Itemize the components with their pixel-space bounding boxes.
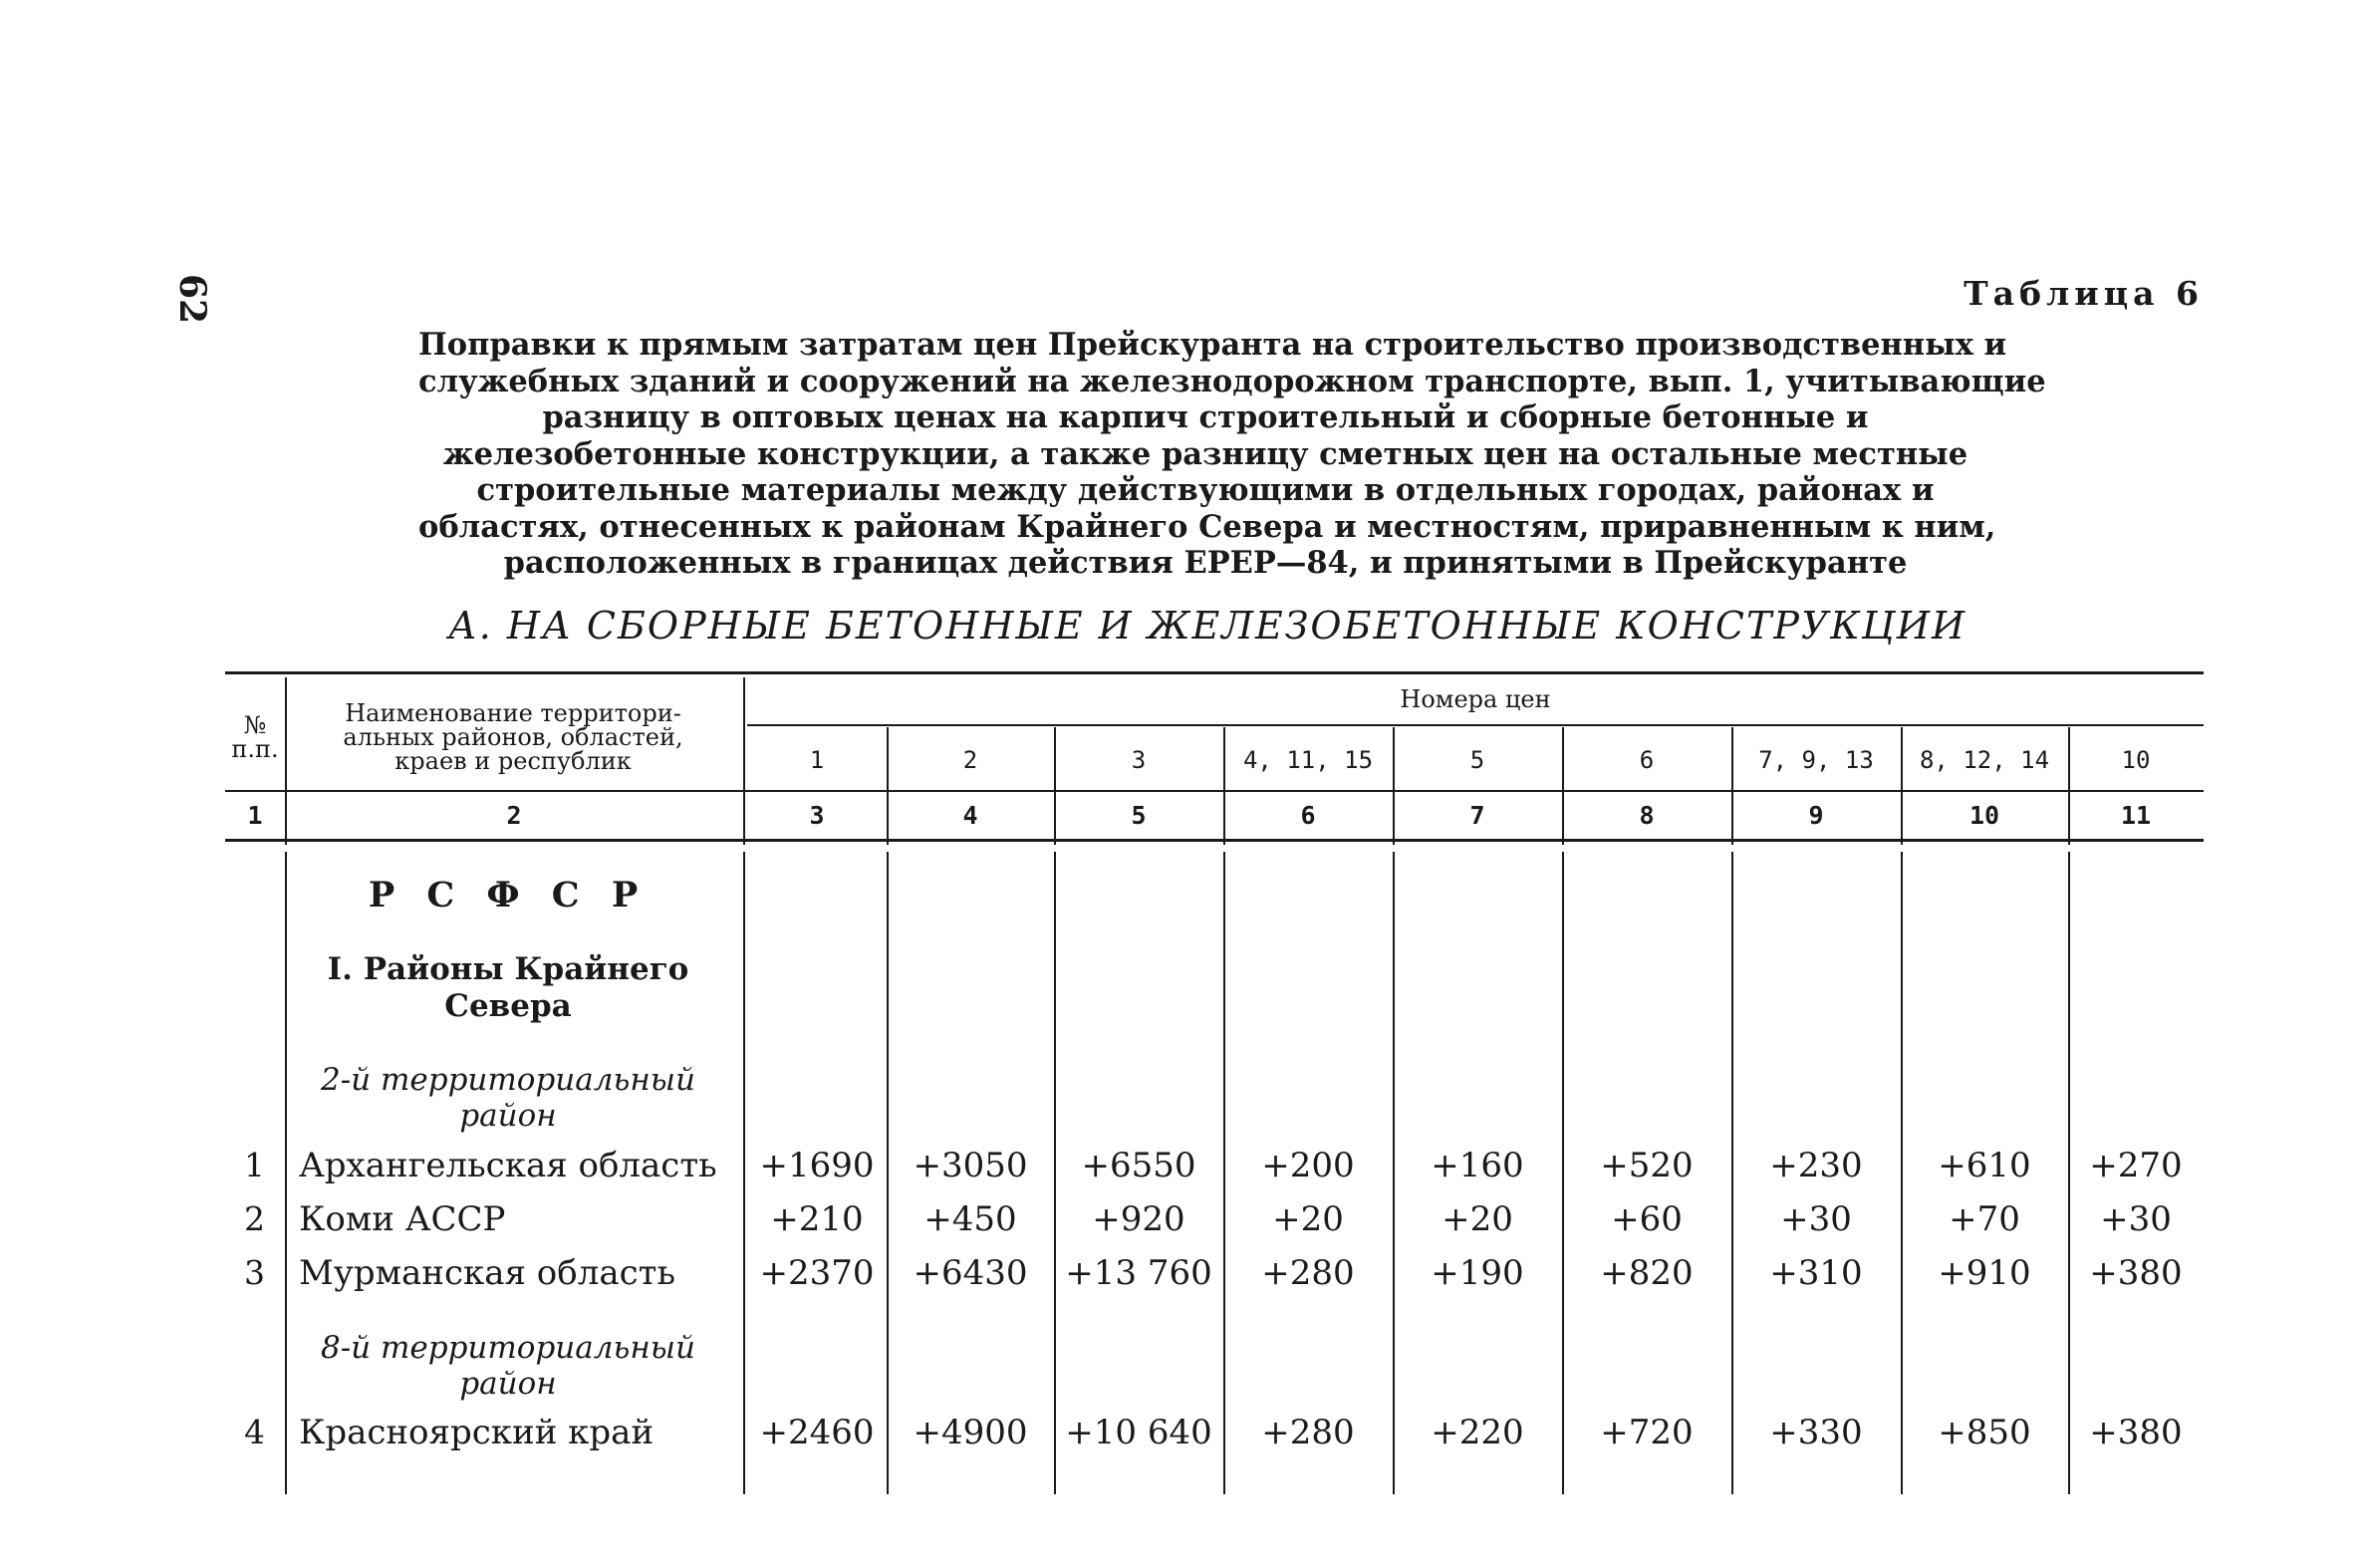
price-column-header: 3 xyxy=(1131,745,1147,774)
price-correction-value: +20 xyxy=(1442,1199,1513,1239)
price-correction-value: +520 xyxy=(1600,1146,1694,1185)
price-correction-value: +910 xyxy=(1938,1253,2031,1293)
price-column-header: 8, 12, 14 xyxy=(1919,745,2050,774)
header-num: № п.п. xyxy=(231,711,279,763)
price-correction-value: +1690 xyxy=(759,1146,875,1185)
group-label-line2: Севера xyxy=(444,988,572,1024)
subgroup-label-line1: 2-й территориальный xyxy=(320,1062,695,1098)
price-correction-value: +2460 xyxy=(759,1413,875,1452)
price-correction-value: +330 xyxy=(1769,1413,1863,1452)
title-line: Поправки к прямым затратам цен Прейскуранта на строительство производственных и xyxy=(418,327,2007,363)
table-rule xyxy=(285,852,287,1494)
price-column-header: 7, 9, 13 xyxy=(1758,745,1874,774)
table-title xyxy=(418,327,2046,582)
price-correction-value: +200 xyxy=(1261,1146,1355,1185)
group-label-line1: I. Районы Крайнего xyxy=(327,951,689,987)
price-column-header: 5 xyxy=(1469,745,1485,774)
price-correction-value: +270 xyxy=(2089,1146,2183,1185)
page-number: 62 xyxy=(171,273,213,325)
table-rule xyxy=(225,839,2204,842)
price-correction-value: +30 xyxy=(1780,1199,1852,1239)
column-number: 9 xyxy=(1808,801,1824,830)
header-name: Наименование территори-альных районов, областей, краев и республик xyxy=(343,699,683,775)
price-correction-value: +850 xyxy=(1938,1413,2031,1452)
column-number: 8 xyxy=(1639,801,1655,830)
table-rule xyxy=(225,790,2204,792)
price-correction-value: +70 xyxy=(1949,1199,2020,1239)
table-rule xyxy=(747,724,2204,726)
price-correction-value: +30 xyxy=(2100,1199,2172,1239)
title-line: строительные материалы между действующими в отдельных городах, районах и xyxy=(476,472,1935,508)
row-number: 3 xyxy=(244,1253,265,1292)
column-number: 3 xyxy=(809,801,825,830)
price-correction-value: +4900 xyxy=(913,1413,1028,1452)
title-line: областях, отнесенных к районам Крайнего Севера и местностям, приравненным к ним, xyxy=(418,508,1996,545)
price-correction-value: +920 xyxy=(1092,1199,1185,1239)
table-label: Таблица 6 xyxy=(1964,274,2204,313)
table-rule xyxy=(743,852,745,1494)
price-column-header: 10 xyxy=(2121,745,2151,774)
price-correction-value: +6550 xyxy=(1081,1146,1196,1185)
price-column-header: 2 xyxy=(962,745,978,774)
price-correction-value: +720 xyxy=(1600,1413,1694,1452)
region-name: Красноярский край xyxy=(299,1413,655,1452)
price-correction-value: +310 xyxy=(1769,1253,1863,1293)
section-title: А. НА СБОРНЫЕ БЕТОННЫЕ И ЖЕЛЕЗОБЕТОННЫЕ КОНСТРУКЦИИ xyxy=(448,604,1967,648)
header-prices: Номера цен xyxy=(1400,685,1551,713)
subgroup-label-line2: район xyxy=(459,1366,557,1402)
title-line: расположенных в границах действия ЕРЕР—84, и принятыми в Прейскуранте xyxy=(503,545,1908,581)
region-name: Архангельская область xyxy=(299,1146,717,1185)
row-number: 2 xyxy=(244,1199,265,1238)
price-correction-value: +160 xyxy=(1431,1146,1524,1185)
price-correction-value: +60 xyxy=(1611,1199,1683,1239)
price-correction-value: +190 xyxy=(1431,1253,1524,1293)
subgroup-label-line2: район xyxy=(459,1098,557,1134)
price-correction-value: +820 xyxy=(1600,1253,1694,1293)
price-correction-value: +13 760 xyxy=(1065,1253,1212,1293)
price-correction-value: +3050 xyxy=(913,1146,1028,1185)
subgroup-label-line1: 8-й территориальный xyxy=(320,1330,695,1366)
price-correction-value: +10 640 xyxy=(1065,1413,1212,1452)
price-correction-value: +20 xyxy=(1272,1199,1344,1239)
price-correction-value: +380 xyxy=(2089,1413,2183,1452)
price-correction-value: +380 xyxy=(2089,1253,2183,1293)
price-correction-value: +280 xyxy=(1261,1253,1355,1293)
row-number: 4 xyxy=(244,1413,265,1451)
column-number: 5 xyxy=(1131,801,1147,830)
title-line: служебных зданий и сооружений на железнодорожном транспорте, вып. 1, учитывающие xyxy=(418,363,2046,399)
price-correction-value: +220 xyxy=(1431,1413,1524,1452)
table-rule xyxy=(743,677,745,845)
region-name: Коми АССР xyxy=(299,1199,506,1239)
column-number: 7 xyxy=(1469,801,1485,830)
state-label: Р С Ф С Р xyxy=(368,875,649,915)
price-correction-value: +2370 xyxy=(759,1253,875,1293)
price-correction-value: +280 xyxy=(1261,1413,1355,1452)
column-number: 1 xyxy=(247,801,263,830)
title-line: разницу в оптовых ценах на карпич строительный и сборные бетонные и xyxy=(542,399,1869,435)
price-correction-value: +210 xyxy=(770,1199,864,1239)
price-column-header: 6 xyxy=(1639,745,1655,774)
price-column-header: 1 xyxy=(809,745,825,774)
column-number: 11 xyxy=(2120,801,2152,830)
column-number: 10 xyxy=(1968,801,2000,830)
price-correction-value: +230 xyxy=(1769,1146,1863,1185)
column-number: 2 xyxy=(506,801,522,830)
row-number: 1 xyxy=(244,1146,265,1184)
price-column-header: 4, 11, 15 xyxy=(1242,745,1374,774)
table-rule xyxy=(225,671,2204,674)
price-correction-value: +450 xyxy=(923,1199,1017,1239)
price-correction-value: +6430 xyxy=(913,1253,1028,1293)
title-line: железобетонные конструкции, а также разницу сметных цен на остальные местные xyxy=(442,435,1968,472)
region-name: Мурманская область xyxy=(299,1253,675,1293)
column-number: 6 xyxy=(1300,801,1316,830)
price-correction-value: +610 xyxy=(1938,1146,2031,1185)
column-number: 4 xyxy=(962,801,978,830)
